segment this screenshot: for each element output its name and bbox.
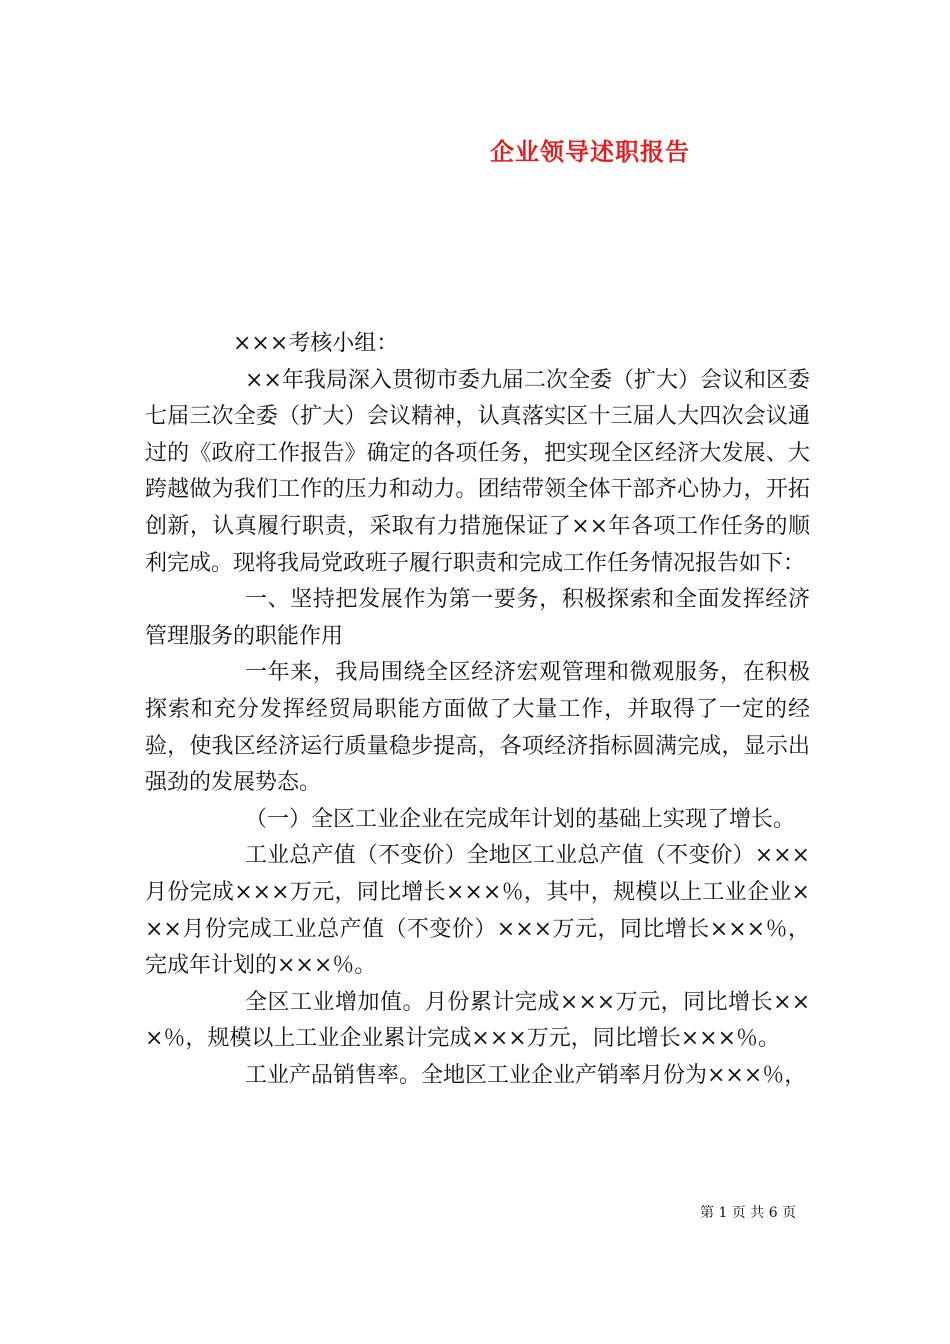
paragraph-intro: ××年我局深入贯彻市委九届二次全委（扩大）会议和区委七届三次全委（扩大）会议精神，认真落实区十三届人大四次会议通过的《政府工作报告》确定的各项任务，把实现全区经济大发展、大跨越做为我们工作的压力和动力。团结带领全体干部齐心协力，开拓创新，认真履行职责，采取有力措施保证了××年各项工作任务的顺利完成。现将我局党政班子履行职责和完成工作任务情况报告如下： <box>145 367 810 576</box>
salutation: ×××考核小组： <box>233 331 399 356</box>
paragraph-added-value: 全区工业增加值。月份累计完成×××万元，同比增长×××％，规模以上工业企业累计完成×××万元，同比增长×××％。 <box>145 989 810 1052</box>
document-title: 企业领导述职报告 <box>490 137 690 166</box>
paragraph-overview: 一年来，我局围绕全区经济宏观管理和微观服务，在积极探索和充分发挥经贸局职能方面做了大量工作，并取得了一定的经验，使我区经济运行质量稳步提高，各项经济指标圆满完成，显示出强劲的发展势态。 <box>145 660 810 796</box>
document-body <box>145 326 810 1094</box>
subsection-heading-1: （一）全区工业企业在完成年计划的基础上实现了增长。 <box>245 806 796 832</box>
page-number: 第 1 页 共 6 页 <box>700 1205 797 1221</box>
paragraph-output-value: 工业总产值（不变价）全地区工业总产值（不变价）×××月份完成×××万元，同比增长×××％，其中，规模以上工业企业×××月份完成工业总产值（不变价）×××万元，同比增长×××％，完成年计划的×××％。 <box>145 843 810 979</box>
paragraph-sales-rate: 工业产品销售率。全地区工业企业产销率月份为×××％， <box>245 1062 807 1088</box>
section-heading-1: 一、坚持把发展作为第一要务，积极探索和全面发挥经济管理服务的职能作用 <box>145 587 810 649</box>
